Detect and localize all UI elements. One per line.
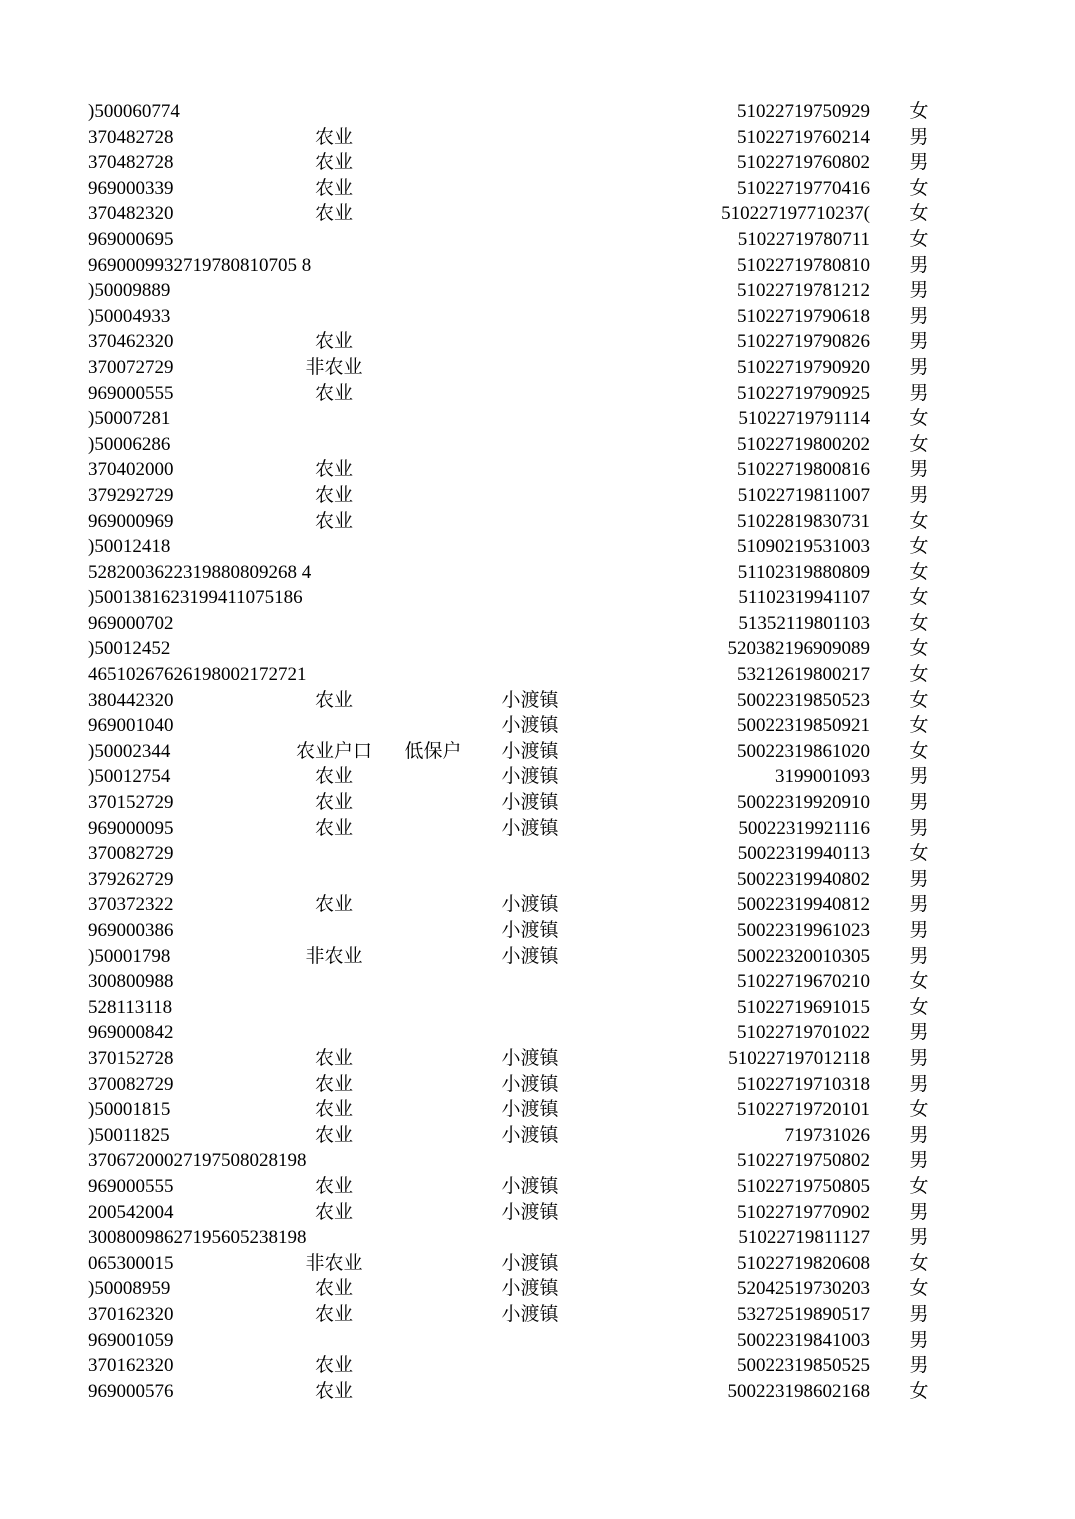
gender-cell: 女 (909, 177, 929, 199)
table-row (0, 713, 1075, 739)
town-cell: 小渡镇 (501, 920, 559, 941)
account-cell: 969000969 (88, 510, 174, 532)
table-row (0, 816, 1075, 842)
gender-cell: 女 (909, 101, 929, 122)
account-cell: 37067200027197508028198 (88, 1150, 307, 1172)
account-cell: 379262729 (88, 868, 174, 890)
id-number-cell: 51102319941107 (738, 587, 870, 609)
gender-cell: 男 (909, 920, 929, 941)
account-cell: 370072729 (88, 356, 174, 378)
account-cell: )50012452 (88, 638, 171, 660)
table-row (0, 764, 1075, 790)
town-cell: 小渡镇 (501, 766, 559, 788)
household-type-cell: 农业 (314, 177, 353, 199)
id-number-cell: 50022319850525 (737, 1355, 870, 1377)
table-row (0, 1200, 1075, 1226)
account-cell: 30080098627195605238198 (88, 1227, 307, 1249)
gender-cell: 女 (909, 996, 929, 1018)
table-row (0, 1020, 1075, 1046)
id-number-cell: 500223198602168 (727, 1380, 870, 1402)
gender-cell: 男 (909, 1022, 929, 1044)
table-row (0, 534, 1075, 560)
id-number-cell: 719731026 (784, 1124, 870, 1146)
id-number-cell: 51022719800816 (737, 459, 870, 481)
account-cell: 370152729 (88, 792, 174, 814)
table-row (0, 1302, 1075, 1328)
id-number-cell: 51022719790618 (737, 305, 870, 327)
gender-cell: 男 (909, 280, 929, 302)
table-row (0, 1046, 1075, 1072)
gender-cell: 女 (909, 561, 929, 583)
id-number-cell: 50022320010305 (737, 945, 870, 967)
household-type-cell: 农业户口 (295, 740, 372, 762)
gender-cell: 男 (909, 152, 929, 174)
gender-cell: 男 (909, 894, 929, 916)
household-type-cell: 农业 (314, 382, 353, 404)
subsidy-cell: 低保户 (404, 740, 462, 762)
household-type-cell: 农业 (314, 1124, 353, 1146)
id-number-cell: 50022319940113 (737, 843, 870, 865)
id-number-cell: 51022719811007 (737, 484, 870, 506)
gender-cell: 男 (909, 331, 929, 353)
gender-cell: 男 (909, 817, 929, 839)
household-type-cell: 农业 (314, 1099, 353, 1121)
gender-cell: 男 (909, 126, 929, 148)
gender-cell: 女 (909, 228, 929, 250)
id-number-cell: 50022319841003 (737, 1329, 870, 1351)
table-row (0, 1097, 1075, 1123)
gender-cell: 男 (909, 1303, 929, 1325)
account-cell: )50006286 (88, 433, 171, 455)
table-row (0, 1148, 1075, 1174)
town-cell: 小渡镇 (501, 817, 559, 839)
id-number-cell: 51022719691015 (737, 996, 870, 1018)
account-cell: 065300015 (88, 1252, 174, 1274)
account-cell: 379292729 (88, 484, 174, 506)
gender-cell: 女 (909, 1278, 929, 1300)
town-cell: 小渡镇 (501, 1252, 559, 1274)
id-number-cell: 51102319880809 (737, 561, 870, 583)
table-row (0, 1225, 1075, 1251)
gender-cell: 女 (909, 203, 929, 225)
id-number-cell: 51022719770416 (737, 177, 870, 199)
account-cell: 370082729 (88, 843, 174, 865)
household-type-cell: 农业 (314, 459, 353, 481)
gender-cell: 女 (909, 715, 929, 737)
table-row (0, 1379, 1075, 1405)
account-cell: 969000095 (88, 817, 174, 839)
gender-cell: 男 (909, 305, 929, 327)
id-number-cell: 51022719770902 (737, 1201, 870, 1223)
table-row (0, 662, 1075, 688)
gender-cell: 男 (909, 1073, 929, 1095)
gender-cell: 女 (909, 587, 929, 609)
gender-cell: 男 (909, 868, 929, 890)
table-row (0, 995, 1075, 1021)
account-cell: )50002344 (88, 740, 171, 762)
gender-cell: 女 (909, 1252, 929, 1274)
household-type-cell: 农业 (314, 1047, 353, 1069)
table-row (0, 278, 1075, 304)
id-number-cell: 51022819830731 (737, 510, 870, 532)
household-type-cell: 农业 (314, 894, 353, 916)
gender-cell: 女 (909, 638, 929, 660)
gender-cell: 男 (909, 1355, 929, 1377)
id-number-cell: 51022719710318 (737, 1073, 870, 1095)
id-number-cell: 510227197012118 (728, 1047, 870, 1069)
gender-cell: 女 (909, 510, 929, 532)
id-number-cell: 52042519730203 (737, 1278, 870, 1300)
gender-cell: 女 (909, 408, 929, 430)
account-cell: 969000386 (88, 920, 174, 941)
id-number-cell: 50022319850523 (737, 689, 870, 711)
household-type-cell: 农业 (314, 817, 353, 839)
gender-cell: 男 (909, 1047, 929, 1069)
town-cell: 小渡镇 (501, 792, 559, 814)
table-row (0, 969, 1075, 995)
table-row (0, 329, 1075, 355)
id-number-cell: 51022719781212 (737, 280, 870, 302)
table-row (0, 1353, 1075, 1379)
gender-cell: 女 (909, 689, 929, 711)
gender-cell: 女 (909, 1099, 929, 1121)
household-type-cell: 农业 (314, 1278, 353, 1300)
table-row (0, 1123, 1075, 1149)
gender-cell: 女 (909, 1175, 929, 1197)
gender-cell: 女 (909, 536, 929, 558)
table-row (0, 355, 1075, 381)
town-cell: 小渡镇 (501, 1303, 559, 1325)
table-row (0, 201, 1075, 227)
id-number-cell: 51022719790826 (737, 331, 870, 353)
table-row (0, 918, 1075, 944)
account-cell: )50009889 (88, 280, 171, 302)
account-cell: 370482320 (88, 203, 174, 225)
table-row (0, 176, 1075, 202)
household-type-cell: 农业 (314, 1175, 353, 1197)
account-cell: 969001059 (88, 1329, 174, 1351)
account-cell: 370482728 (88, 152, 174, 174)
household-type-cell: 农业 (314, 484, 353, 506)
gender-cell: 女 (909, 971, 929, 993)
town-cell: 小渡镇 (501, 1099, 559, 1121)
table-row (0, 253, 1075, 279)
id-number-cell: 51022719790920 (737, 356, 870, 378)
gender-cell: 男 (909, 459, 929, 481)
id-number-cell: 51022719760214 (737, 126, 870, 148)
account-cell: 969001040 (88, 715, 174, 737)
id-number-cell: 51022719760802 (737, 152, 870, 174)
table-row (0, 636, 1075, 662)
town-cell: 小渡镇 (501, 1073, 559, 1095)
town-cell: 小渡镇 (501, 715, 559, 737)
town-cell: 小渡镇 (501, 1124, 559, 1146)
account-cell: 370162320 (88, 1303, 174, 1325)
account-cell: )50007281 (88, 408, 171, 430)
id-number-cell: 51022719791114 (738, 408, 870, 430)
town-cell: 小渡镇 (501, 1175, 559, 1197)
household-type-cell: 农业 (314, 331, 353, 353)
table-row (0, 841, 1075, 867)
table-row (0, 585, 1075, 611)
table-row (0, 944, 1075, 970)
table-row (0, 125, 1075, 151)
account-cell: 969000555 (88, 1175, 174, 1197)
account-cell: )50001798 (88, 945, 171, 967)
table-row (0, 457, 1075, 483)
id-number-cell: 51022719750802 (737, 1150, 870, 1172)
id-number-cell: 50022319921116 (738, 817, 870, 839)
table-row (0, 432, 1075, 458)
household-type-cell: 农业 (314, 1380, 353, 1402)
gender-cell: 男 (909, 945, 929, 967)
account-cell: 969000695 (88, 228, 174, 250)
town-cell: 小渡镇 (501, 1278, 559, 1300)
town-cell: 小渡镇 (501, 894, 559, 916)
household-type-cell: 农业 (314, 1355, 353, 1377)
id-number-cell: 50022319861020 (737, 740, 870, 762)
household-type-cell: 农业 (314, 1201, 353, 1223)
account-cell: )50008959 (88, 1278, 171, 1300)
account-cell: 370082729 (88, 1073, 174, 1095)
household-type-cell: 农业 (314, 203, 353, 225)
household-type-cell: 非农业 (305, 356, 363, 378)
account-cell: 528113118 (88, 996, 173, 1018)
account-cell: )50012418 (88, 536, 171, 558)
gender-cell: 男 (909, 1150, 929, 1172)
table-row (0, 739, 1075, 765)
account-cell: 380442320 (88, 689, 174, 711)
account-cell: 46510267626198002172721 (88, 664, 307, 686)
table-row (0, 1276, 1075, 1302)
account-cell: 370162320 (88, 1355, 174, 1377)
table-row (0, 560, 1075, 586)
id-number-cell: 50022319850921 (737, 715, 870, 737)
table-row (0, 790, 1075, 816)
table-row (0, 688, 1075, 714)
id-number-cell: 51022719780711 (737, 228, 870, 250)
id-number-cell: 51022719820608 (737, 1252, 870, 1274)
account-cell: 969000842 (88, 1022, 174, 1044)
gender-cell: 男 (909, 254, 929, 276)
gender-cell: 女 (909, 433, 929, 455)
id-number-cell: 51090219531003 (737, 536, 870, 558)
household-type-cell: 农业 (314, 152, 353, 174)
id-number-cell: 510227197710237( (721, 203, 870, 225)
id-number-cell: 51352119801103 (738, 612, 870, 634)
table-row (0, 1072, 1075, 1098)
id-number-cell: 520382196909089 (727, 638, 870, 660)
town-cell: 小渡镇 (501, 740, 559, 762)
account-cell: 370462320 (88, 331, 174, 353)
table-row (0, 611, 1075, 637)
gender-cell: 男 (909, 1124, 929, 1146)
table-row (0, 483, 1075, 509)
table-row (0, 867, 1075, 893)
id-number-cell: 51022719800202 (737, 433, 870, 455)
id-number-cell: 51022719670210 (737, 971, 870, 993)
account-cell: 969000702 (88, 612, 174, 634)
account-cell: 969000339 (88, 177, 174, 199)
account-cell: 969000555 (88, 382, 174, 404)
table-row (0, 227, 1075, 253)
table-row (0, 381, 1075, 407)
gender-cell: 男 (909, 1227, 929, 1249)
id-number-cell: 53212619800217 (737, 664, 870, 686)
table-row (0, 1251, 1075, 1277)
household-type-cell: 农业 (314, 689, 353, 711)
gender-cell: 男 (909, 792, 929, 814)
household-type-cell: 农业 (314, 766, 353, 788)
account-cell: )50012754 (88, 766, 171, 788)
id-number-cell: 50022319961023 (737, 920, 870, 941)
account-cell: )50001815 (88, 1099, 171, 1121)
id-number-cell: 51022719790925 (737, 382, 870, 404)
gender-cell: 男 (909, 484, 929, 506)
table-row (0, 1328, 1075, 1354)
account-cell: 370152728 (88, 1047, 174, 1069)
table-row (0, 150, 1075, 176)
account-cell: 370402000 (88, 459, 174, 481)
id-number-cell: 51022719720101 (737, 1099, 870, 1121)
gender-cell: 女 (909, 740, 929, 762)
account-cell: )50004933 (88, 305, 171, 327)
table-row (0, 406, 1075, 432)
gender-cell: 女 (909, 1380, 929, 1402)
gender-cell: 男 (909, 356, 929, 378)
table-row (0, 99, 1075, 125)
table-row (0, 892, 1075, 918)
id-number-cell: 51022719780810 (737, 254, 870, 276)
table-row (0, 304, 1075, 330)
household-type-cell: 非农业 (305, 1252, 363, 1274)
household-type-cell: 农业 (314, 792, 353, 814)
household-type-cell: 农业 (314, 1073, 353, 1095)
account-cell: )500060774 (88, 101, 180, 122)
account-cell: 300800988 (88, 971, 174, 993)
gender-cell: 男 (909, 1329, 929, 1351)
household-type-cell: 农业 (314, 126, 353, 148)
gender-cell: 男 (909, 766, 929, 788)
account-cell: 9690009932719780810705 8 (88, 254, 312, 276)
id-number-cell: 51022719701022 (737, 1022, 870, 1044)
gender-cell: 男 (909, 1201, 929, 1223)
account-cell: )5001381623199411075186 (88, 587, 303, 609)
account-cell: 370482728 (88, 126, 174, 148)
town-cell: 小渡镇 (501, 1201, 559, 1223)
id-number-cell: 51022719750805 (737, 1175, 870, 1197)
id-number-cell: 50022319940812 (737, 894, 870, 916)
id-number-cell: 53272519890517 (737, 1303, 870, 1325)
town-cell: 小渡镇 (501, 945, 559, 967)
table-row (0, 1174, 1075, 1200)
gender-cell: 女 (909, 664, 929, 686)
id-number-cell: 51022719811127 (738, 1227, 870, 1249)
id-number-cell: 50022319940802 (737, 868, 870, 890)
household-type-cell: 农业 (314, 510, 353, 532)
account-cell: 969000576 (88, 1380, 174, 1402)
gender-cell: 女 (909, 612, 929, 634)
town-cell: 小渡镇 (501, 689, 559, 711)
household-type-cell: 农业 (314, 1303, 353, 1325)
household-type-cell: 非农业 (305, 945, 363, 967)
account-cell: 370372322 (88, 894, 174, 916)
account-cell: 5282003622319880809268 4 (88, 561, 312, 583)
spreadsheet-table (0, 99, 1075, 1404)
town-cell: 小渡镇 (501, 1047, 559, 1069)
account-cell: 200542004 (88, 1201, 174, 1223)
id-number-cell: 51022719750929 (737, 101, 870, 122)
id-number-cell: 50022319920910 (737, 792, 870, 814)
table-row (0, 509, 1075, 535)
gender-cell: 男 (909, 382, 929, 404)
gender-cell: 女 (909, 843, 929, 865)
id-number-cell: 3199001093 (775, 766, 870, 788)
account-cell: )50011825 (88, 1124, 170, 1146)
